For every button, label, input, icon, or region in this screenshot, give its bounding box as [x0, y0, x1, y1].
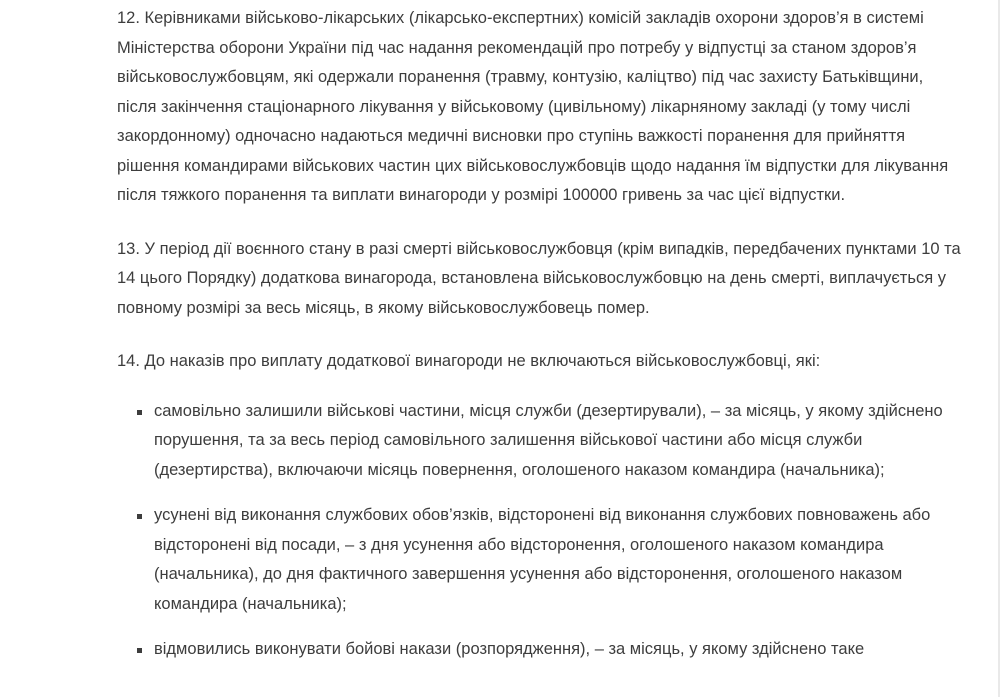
list-item [117, 397, 967, 486]
list-item [117, 635, 967, 665]
paragraph-14: 14. До наказів про виплату додаткової винагороди не включаються військовослужбовці, які: [117, 352, 821, 370]
list-item [117, 501, 967, 619]
list-item-text: відмовились виконувати бойові накази (розпорядження), – за місяць, у якому здійснено таке [154, 640, 865, 658]
bullet-icon [137, 410, 142, 415]
bullet-icon [137, 648, 142, 653]
exclusion-list [117, 397, 967, 665]
bullet-icon [137, 514, 142, 519]
paragraph-13: 13. У період дії воєнного стану в разі смерті військовослужбовця (крім випадків, передбачених пунктами 10 та 14 цього Порядку) додаткова винагорода, встановлена військовослужбовцю на день смерті, виплачується у повному розмірі за весь місяць, в якому військовослужбовець помер. [117, 239, 961, 317]
paragraph-12: 12. Керівниками військово-лікарських (лікарсько-експертних) комісій закладів охорони здоров’я в системі Міністерства оборони України під час надання рекомендацій про потребу у відпустці за станом здоров’я військовослужбовцям, які одержали поранення (травму, контузію, каліцтво) під час захисту Батьківщини, після закінчення стаціонарного лікування у військовому (цивільному) лікарняному закладі (у тому числі закордонному) одночасно надаються медичні висновки про ступінь важкості поранення для прийняття рішення командирами військових частин цих військовослужбовців щодо надання їм відпустки для лікування після тяжкого поранення та виплати винагороди у розмірі 100000 гривень за час цієї відпустки. [117, 9, 949, 204]
document-body [117, 4, 967, 681]
list-item-text: усунені від виконання службових обов’язків, відсторонені від виконання службових повноважень або відсторонені від посади, – з дня усунення або відсторонення, оголошеного наказом командира (начальника), до дня фактичного завершення усунення або відсторонення, оголошеного наказом командира (начальника); [154, 506, 931, 613]
list-item-text: самовільно залишили військові частини, місця служби (дезертирували), – за місяць, у якому здійснено порушення, та за весь період самовільного залишення військової частини або місця служби (дезертирства), включаючи місяць повернення, оголошеного наказом командира (начальника); [154, 401, 943, 479]
